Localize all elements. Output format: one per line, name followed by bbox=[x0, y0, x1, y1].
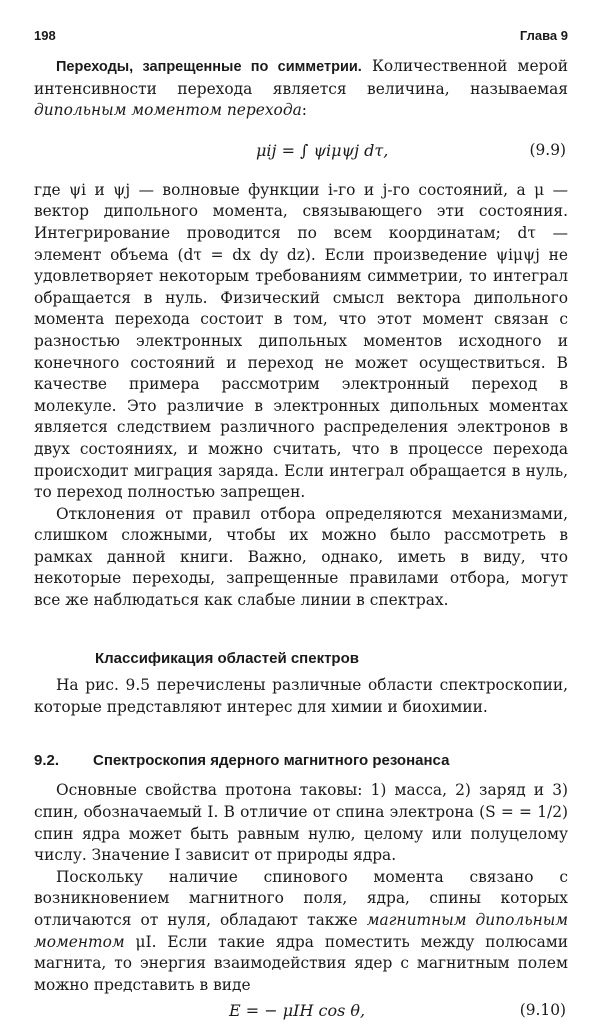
paragraph-proton-properties: Основные свойства протона таковы: 1) масса, 2) заряд и 3) спин, обозначаемый I. В отличие от спина электрона (S = = 1/2) спин ядра может быть равным нулю, целому или полуцелому числу. Значение I зависит от природы ядра. bbox=[34, 781, 568, 865]
equation-number: (9.9) bbox=[529, 140, 566, 159]
running-head bbox=[34, 28, 568, 48]
paragraph-tail: : bbox=[301, 101, 307, 120]
section-heading bbox=[34, 748, 568, 772]
subheading-spectral-regions: Классификация областей спектров bbox=[95, 649, 359, 667]
term-transition-dipole: дипольным моментом перехода bbox=[34, 101, 302, 120]
paragraph-tail: μI. Если такие ядра поместить между полюсами магнита, то энергия взаимодействия ядер с магнитным полем можно представить в виде bbox=[34, 932, 568, 994]
paragraph-figure-reference: На рис. 9.5 перечислены различные области спектроскопии, которые представляют интерес для химии и биохимии. bbox=[34, 676, 568, 716]
paragraph-magnetic-moment bbox=[34, 867, 568, 997]
equation-formula: μij = ∫ ψiμψj dτ, bbox=[256, 140, 389, 160]
paragraph-text: Количественной мерой интенсивности перехода является величина, называемая bbox=[34, 57, 569, 98]
paragraph-deviations: Отклонения от правил отбора определяются механизмами, слишком сложными, чтобы их можно было рассмотреть в рамках данной книги. Важно, однако, иметь в виду, что некоторые переходы, запрещенные правилами отбора, могут все же наблюдаться как слабые линии в спектрах. bbox=[34, 504, 568, 610]
chapter-label: Глава 9 bbox=[519, 28, 568, 43]
equation-9-9 bbox=[34, 130, 568, 174]
paragraph-lead: Переходы, запрещенные по симметрии. bbox=[56, 59, 362, 75]
paragraph-symmetry-forbidden bbox=[34, 56, 568, 122]
term-magnetic-dipole: магнитным дипольным моментом bbox=[34, 911, 569, 951]
page-number: 198 bbox=[34, 28, 56, 43]
page-body bbox=[34, 56, 568, 1024]
section-title: Спектроскопия ядерного магнитного резонанса bbox=[93, 752, 450, 770]
equation-formula: E = − μIH cos θ, bbox=[229, 1001, 366, 1021]
paragraph-text: Поскольку наличие спинового момента связано с возникновением магнитного поля, ядра, спины которых отличаются от нуля, обладают также bbox=[34, 867, 568, 929]
section-number: 9.2. bbox=[34, 752, 60, 770]
equation-number: (9.10) bbox=[519, 1001, 566, 1020]
equation-9-10 bbox=[34, 996, 568, 1024]
paragraph-explanation: где ψi и ψj — волновые функции i-го и j-го состояний, а μ — вектор дипольного момента, связывающего эти состояния. Интегрирование проводится по всем координатам; dτ — элемент объема (dτ = dx dy dz). Если произведение ψiμψj не удовлетворяет некоторым требованиям симметрии, то интеграл обращается в нуль. Физический смысл вектора дипольного момента перехода состоит в том, что этот момент связан с разностью электронных дипольных моментов исходного и конечного состояний и переход не может осуществиться. В качестве примера рассмотрим электронный переход в молекуле. Это различие в электронных дипольных моментах является следствием различного распределения электронов в двух состояниях, и можно считать, что в процессе перехода происходит миграция заряда. Если интеграл обращается в нуль, то переход полностью запрещен. bbox=[34, 180, 568, 502]
